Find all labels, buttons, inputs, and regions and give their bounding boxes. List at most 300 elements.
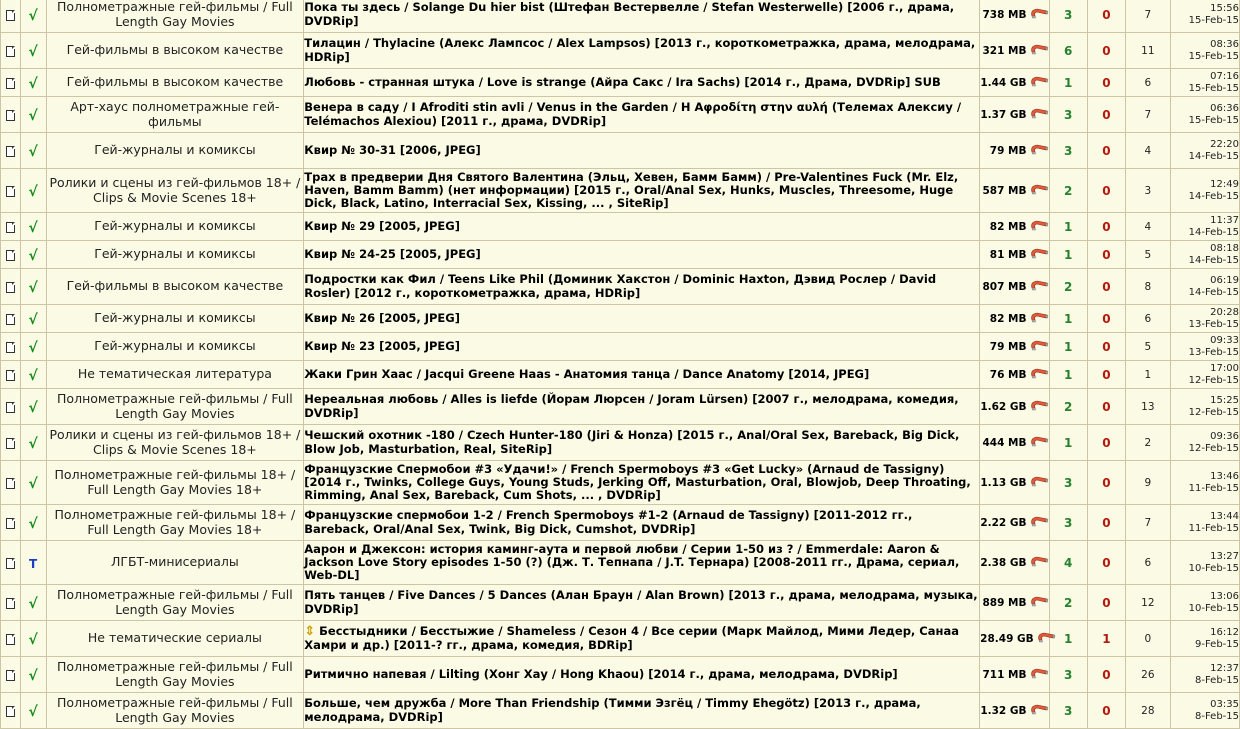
table-row	[1, 657, 1240, 693]
size-text: 76 MB	[989, 369, 1027, 381]
status-cell	[20, 657, 46, 693]
category-link[interactable]: Полнометражные гей-фильмы / Full Length Gay Movies	[46, 389, 304, 425]
leechers-count: 0	[1087, 305, 1125, 333]
leechers-count: 0	[1087, 541, 1125, 585]
category-link[interactable]: Гей-журналы и комиксы	[46, 133, 304, 169]
table-row	[1, 461, 1240, 505]
file-icon-cell	[1, 361, 21, 389]
file-icon-cell	[1, 269, 21, 305]
leechers-count: 0	[1087, 133, 1125, 169]
table-row	[1, 269, 1240, 305]
status-cell	[20, 425, 46, 461]
size-text: 587 MB	[982, 185, 1027, 197]
added-date: 13-Feb-15	[1188, 346, 1239, 358]
size-cell	[980, 461, 1049, 505]
magnet-icon[interactable]	[1029, 516, 1049, 527]
size-cell	[980, 505, 1049, 541]
added-date: 11-Feb-15	[1188, 482, 1239, 494]
topic-title-link[interactable]: Французские Спермобои #3 «Удачи!» / French Spermoboys #3 «Get Lucky» (Arnaud de Tassigny) [2014 г., Twinks, College Guys, Young Studs, Jerking Off, Masturbation, Oral, Blowjob, Deep Throating, Rimming, Anal Sex, Bareback, Cum Shots, ... , DVDRip]	[304, 461, 971, 503]
file-icon-cell	[1, 169, 21, 213]
category-link[interactable]: Не тематические сериалы	[46, 621, 304, 657]
topic-title-link[interactable]: Ритмично напевая / Lilting (Хонг Хау / Hong Khaou) [2014 г., драма, мелодрама, DVDRip]	[304, 666, 898, 681]
title-cell	[304, 585, 980, 621]
checkmark-icon: √	[28, 476, 38, 492]
size-text: 1.62 GB	[980, 401, 1027, 413]
category-link[interactable]: Гей-журналы и комиксы	[46, 241, 304, 269]
size-cell	[980, 693, 1049, 729]
added-time: 12:49	[1210, 178, 1239, 190]
added-time: 03:35	[1210, 698, 1239, 710]
added-time: 17:00	[1210, 362, 1239, 374]
table-row	[1, 213, 1240, 241]
leechers-count: 0	[1087, 333, 1125, 361]
downloads-count: 13	[1126, 389, 1171, 425]
file-icon-cell	[1, 241, 21, 269]
added-date: 13-Feb-15	[1188, 318, 1239, 330]
file-icon-cell	[1, 213, 21, 241]
magnet-icon[interactable]	[1029, 44, 1049, 55]
category-link[interactable]: Гей-журналы и комиксы	[46, 213, 304, 241]
checkmark-icon: √	[28, 668, 38, 684]
date-cell	[1170, 621, 1239, 657]
file-icon[interactable]	[6, 438, 15, 449]
status-cell	[20, 693, 46, 729]
title-cell	[304, 389, 980, 425]
size-cell	[980, 585, 1049, 621]
downloads-count: 2	[1126, 425, 1171, 461]
category-link[interactable]: Ролики и сцены из гей-фильмов 18+ / Clips & Movie Scenes 18+	[46, 425, 304, 461]
size-text: 889 MB	[982, 597, 1027, 609]
seeders-count: 4	[1049, 541, 1087, 585]
file-icon[interactable]	[6, 222, 15, 233]
file-icon[interactable]	[6, 186, 15, 197]
table-row	[1, 169, 1240, 213]
size-text: 711 MB	[982, 669, 1027, 681]
size-cell	[980, 69, 1049, 97]
file-icon-cell	[1, 425, 21, 461]
status-cell	[20, 133, 46, 169]
file-icon[interactable]	[6, 518, 15, 529]
title-cell	[304, 213, 980, 241]
added-date: 15-Feb-15	[1188, 50, 1239, 62]
category-link[interactable]: ЛГБТ-минисериалы	[46, 541, 304, 585]
file-icon[interactable]	[6, 314, 15, 325]
magnet-icon[interactable]	[1029, 8, 1049, 19]
added-date: 8-Feb-15	[1194, 710, 1239, 722]
topic-title-link[interactable]: Больше, чем дружба / More Than Friendship (Тимми Эзгёц / Timmy Ehegötz) [2013 г., драма, мелодрама, DVDRip]	[304, 696, 921, 724]
magnet-icon[interactable]	[1029, 668, 1049, 679]
table-row	[1, 333, 1240, 361]
file-icon-cell	[1, 461, 21, 505]
seeders-count: 1	[1049, 213, 1087, 241]
added-time: 13:27	[1210, 550, 1239, 562]
table-row	[1, 621, 1240, 657]
size-text: 1.13 GB	[980, 477, 1027, 489]
topic-title-link[interactable]: Трах в предверии Дня Святого Валентина (Эльц, Хевен, Бамм Бамм) / Pre-Valentines Fuck (Mr. Elz, Haven, Bamm Bamm) (нет информации) [2015 г., Oral/Anal Sex, Hunks, Muscles, Threesome, Huge Dick, Black, Latino, Interracial Sex, Kissing, ... , SiteRip]	[304, 169, 959, 211]
leechers-count: 1	[1087, 621, 1125, 657]
title-cell	[304, 333, 980, 361]
seeders-count: 2	[1049, 269, 1087, 305]
table-row	[1, 541, 1240, 585]
downloads-count: 0	[1126, 621, 1171, 657]
date-cell	[1170, 33, 1239, 69]
file-icon[interactable]	[6, 670, 15, 681]
title-cell	[304, 0, 980, 33]
added-date: 14-Feb-15	[1188, 254, 1239, 266]
size-cell	[980, 169, 1049, 213]
table-row	[1, 425, 1240, 461]
table-row	[1, 505, 1240, 541]
magnet-icon[interactable]	[1029, 556, 1049, 567]
leechers-count: 0	[1087, 97, 1125, 133]
topic-title-link[interactable]: Нереальная любовь / Alles is liefde (Йорам Люрсен / Joram Lürsen) [2007 г., мелодрама, комедия, DVDRip]	[304, 392, 959, 420]
leechers-count: 0	[1087, 361, 1125, 389]
downloads-count: 1	[1126, 361, 1171, 389]
magnet-icon[interactable]	[1029, 400, 1049, 411]
file-icon[interactable]	[6, 402, 15, 413]
seeders-count: 3	[1049, 0, 1087, 33]
leechers-count: 0	[1087, 461, 1125, 505]
added-date: 14-Feb-15	[1188, 286, 1239, 298]
downloads-count: 12	[1126, 585, 1171, 621]
topic-title-link[interactable]: Квир № 30-31 [2006, JPEG]	[304, 142, 481, 157]
added-time: 06:36	[1210, 102, 1239, 114]
added-time: 06:19	[1210, 274, 1239, 286]
table-row	[1, 305, 1240, 333]
date-cell	[1170, 169, 1239, 213]
file-icon-cell	[1, 69, 21, 97]
leechers-count: 0	[1087, 33, 1125, 69]
downloads-count: 26	[1126, 657, 1171, 693]
magnet-icon[interactable]	[1036, 632, 1056, 643]
checkmark-icon: √	[28, 400, 38, 416]
seeders-count: 2	[1049, 389, 1087, 425]
size-cell	[980, 425, 1049, 461]
title-cell	[304, 657, 980, 693]
seeders-count: 3	[1049, 693, 1087, 729]
table-row	[1, 97, 1240, 133]
leechers-count: 0	[1087, 693, 1125, 729]
seeders-count: 1	[1049, 333, 1087, 361]
leechers-count: 0	[1087, 241, 1125, 269]
date-cell	[1170, 0, 1239, 33]
magnet-icon[interactable]	[1029, 704, 1049, 715]
table-row	[1, 389, 1240, 425]
magnet-icon[interactable]	[1029, 76, 1049, 87]
downloads-count: 7	[1126, 97, 1171, 133]
added-date: 14-Feb-15	[1188, 226, 1239, 238]
added-date: 12-Feb-15	[1188, 406, 1239, 418]
size-text: 79 MB	[989, 341, 1027, 353]
magnet-icon[interactable]	[1029, 108, 1049, 119]
seeders-count: 1	[1049, 621, 1087, 657]
topic-title-link[interactable]: Бесстыдники / Бесстыжие / Shameless / Сезон 4 / Все серии (Марк Майлод, Мими Ледер, Санаа Хамри и др.) [2011-? гг., драма, комедия, BDRip]	[304, 624, 959, 652]
magnet-icon[interactable]	[1029, 184, 1049, 195]
downloads-count: 6	[1126, 69, 1171, 97]
added-date: 10-Feb-15	[1188, 602, 1239, 614]
size-cell	[980, 389, 1049, 425]
seeders-count: 6	[1049, 33, 1087, 69]
checkmark-icon: √	[28, 436, 38, 452]
size-cell	[980, 133, 1049, 169]
topic-title-link[interactable]: Жаки Грин Хаас / Jacqui Greene Haas - Анатомия танца / Dance Anatomy [2014, JPEG]	[304, 366, 870, 381]
size-text: 444 MB	[982, 437, 1027, 449]
size-cell	[980, 333, 1049, 361]
downloads-count: 7	[1126, 505, 1171, 541]
category-link[interactable]: Полнометражные гей-фильмы / Full Length Gay Movies	[46, 0, 304, 33]
status-cell	[20, 621, 46, 657]
checkmark-icon: √	[28, 516, 38, 532]
size-text: 2.38 GB	[980, 557, 1027, 569]
file-icon[interactable]	[6, 598, 15, 609]
file-icon[interactable]	[6, 146, 15, 157]
leechers-count: 0	[1087, 425, 1125, 461]
downloads-count: 8	[1126, 269, 1171, 305]
date-cell	[1170, 305, 1239, 333]
date-cell	[1170, 693, 1239, 729]
title-cell	[304, 361, 980, 389]
added-date: 12-Feb-15	[1188, 374, 1239, 386]
table-row	[1, 361, 1240, 389]
leechers-count: 0	[1087, 213, 1125, 241]
topic-title-link[interactable]: Чешский охотник -180 / Czech Hunter-180 (Jiri & Honza) [2015 г., Anal/Oral Sex, Bareback, Big Dick, Blow Job, Masturbation, Real, SiteRip]	[304, 428, 960, 456]
topic-title-link[interactable]: Квир № 29 [2005, JPEG]	[304, 218, 460, 233]
downloads-count: 6	[1126, 305, 1171, 333]
file-icon[interactable]	[6, 370, 15, 381]
status-cell	[20, 305, 46, 333]
status-cell	[20, 505, 46, 541]
size-cell	[980, 361, 1049, 389]
date-cell	[1170, 361, 1239, 389]
seeders-count: 3	[1049, 97, 1087, 133]
topic-title-link[interactable]: Квир № 24-25 [2005, JPEG]	[304, 246, 481, 261]
magnet-icon[interactable]	[1029, 476, 1049, 487]
added-date: 8-Feb-15	[1194, 674, 1239, 686]
checkmark-icon: √	[28, 596, 38, 612]
gold-icon: ⇕	[304, 624, 316, 640]
title-cell	[304, 505, 980, 541]
title-cell	[304, 269, 980, 305]
date-cell	[1170, 541, 1239, 585]
topic-title-link[interactable]: Любовь - странная штука / Love is strange (Айра Сакс / Ira Sachs) [2014 г., Драма, DVDRip] SUB	[304, 74, 941, 89]
leechers-count: 0	[1087, 0, 1125, 33]
status-cell	[20, 541, 46, 585]
magnet-icon[interactable]	[1029, 368, 1049, 379]
date-cell	[1170, 133, 1239, 169]
date-cell	[1170, 505, 1239, 541]
checkmark-icon: √	[28, 184, 38, 200]
checkmark-icon: √	[28, 280, 38, 296]
added-time: 13:06	[1210, 590, 1239, 602]
date-cell	[1170, 425, 1239, 461]
size-text: 1.44 GB	[980, 77, 1027, 89]
topic-title-link[interactable]: Тилацин / Thylacine (Алекс Лампсос / Alex Lampsos) [2013 г., короткометражка, драма, мелодрама, HDRip]	[304, 36, 976, 64]
category-link[interactable]: Гей-фильмы в высоком качестве	[46, 69, 304, 97]
size-cell	[980, 33, 1049, 69]
file-icon[interactable]	[6, 706, 15, 717]
leechers-count: 0	[1087, 657, 1125, 693]
title-cell	[304, 621, 980, 657]
title-cell	[304, 133, 980, 169]
added-time: 08:36	[1210, 38, 1239, 50]
size-cell	[980, 0, 1049, 33]
size-cell	[980, 213, 1049, 241]
title-cell	[304, 425, 980, 461]
file-icon[interactable]	[6, 110, 15, 121]
status-cell	[20, 389, 46, 425]
downloads-count: 28	[1126, 693, 1171, 729]
file-icon-cell	[1, 505, 21, 541]
file-icon[interactable]	[6, 10, 15, 21]
status-cell	[20, 361, 46, 389]
seeders-count: 1	[1049, 425, 1087, 461]
leechers-count: 0	[1087, 505, 1125, 541]
category-link[interactable]: Полнометражные гей-фильмы / Full Length Gay Movies	[46, 585, 304, 621]
file-icon[interactable]	[6, 78, 15, 89]
category-link[interactable]: Арт-хаус полнометражные гей-фильмы	[46, 97, 304, 133]
downloads-count: 11	[1126, 33, 1171, 69]
file-icon[interactable]	[6, 558, 15, 569]
added-date: 14-Feb-15	[1188, 150, 1239, 162]
size-cell	[980, 269, 1049, 305]
topic-title-link[interactable]: Подростки как Фил / Teens Like Phil (Доминик Хакстон / Dominic Haxton, Дэвид Рослер / David Rosler) [2012 г., короткометражка, драма, HDRip]	[304, 272, 937, 300]
seeders-count: 1	[1049, 361, 1087, 389]
magnet-icon[interactable]	[1029, 436, 1049, 447]
table-row	[1, 241, 1240, 269]
category-link[interactable]: Гей-журналы и комиксы	[46, 305, 304, 333]
status-cell	[20, 69, 46, 97]
title-cell	[304, 305, 980, 333]
topic-title-link[interactable]: Пять танцев / Five Dances / 5 Dances (Алан Браун / Alan Brown) [2013 г., драма, мелодрама, музыка, DVDRip]	[304, 588, 978, 616]
topic-title-link[interactable]: Венера в саду / I Afroditi stin avli / Venus in the Garden / Η Αφροδίτη στην αυλή (Телемах Алексиу / Telémachos Alexiou) [2011 г., драма, DVDRip]	[304, 100, 962, 128]
category-link[interactable]: Не тематическая литература	[46, 361, 304, 389]
magnet-icon[interactable]	[1029, 280, 1049, 291]
category-link[interactable]: Полнометражные гей-фильмы / Full Length Gay Movies	[46, 693, 304, 729]
category-link[interactable]: Полнометражные гей-фильмы 18+ / Full Length Gay Movies 18+	[46, 505, 304, 541]
magnet-icon[interactable]	[1029, 312, 1049, 323]
file-icon-cell	[1, 541, 21, 585]
size-text: 81 MB	[989, 249, 1027, 261]
table-row	[1, 69, 1240, 97]
checkmark-icon: √	[28, 340, 38, 356]
status-cell	[20, 461, 46, 505]
size-text: 28.49 GB	[980, 633, 1034, 645]
checkmark-icon: √	[28, 632, 38, 648]
status-cell	[20, 241, 46, 269]
category-link[interactable]: Полнометражные гей-фильмы 18+ / Full Length Gay Movies 18+	[46, 461, 304, 505]
downloads-count: 5	[1126, 333, 1171, 361]
status-t-icon: T	[29, 557, 38, 571]
checkmark-icon: √	[28, 76, 38, 92]
added-time: 22:20	[1210, 138, 1239, 150]
date-cell	[1170, 333, 1239, 361]
added-time: 09:36	[1210, 430, 1239, 442]
added-time: 12:37	[1210, 662, 1239, 674]
file-icon[interactable]	[6, 282, 15, 293]
checkmark-icon: √	[28, 704, 38, 720]
table-row	[1, 0, 1240, 33]
seeders-count: 1	[1049, 69, 1087, 97]
file-icon[interactable]	[6, 46, 15, 57]
checkmark-icon: √	[28, 8, 38, 24]
downloads-count: 9	[1126, 461, 1171, 505]
added-date: 11-Feb-15	[1188, 522, 1239, 534]
checkmark-icon: √	[28, 368, 38, 384]
category-link[interactable]: Гей-фильмы в высоком качестве	[46, 269, 304, 305]
size-text: 82 MB	[989, 221, 1027, 233]
file-icon-cell	[1, 693, 21, 729]
checkmark-icon: √	[28, 108, 38, 124]
magnet-icon[interactable]	[1029, 220, 1049, 231]
seeders-count: 2	[1049, 169, 1087, 213]
topic-title-link[interactable]: Французские спермобои 1-2 / French Spermoboys #1-2 (Arnaud de Tassigny) [2011-2012 гг., Bareback, Oral/Anal Sex, Twink, Big Dick, Cumshot, DVDRip]	[304, 508, 913, 536]
date-cell	[1170, 585, 1239, 621]
size-text: 321 MB	[982, 45, 1027, 57]
file-icon[interactable]	[6, 250, 15, 261]
seeders-count: 3	[1049, 133, 1087, 169]
status-cell	[20, 0, 46, 33]
added-time: 13:46	[1210, 470, 1239, 482]
leechers-count: 0	[1087, 269, 1125, 305]
seeders-count: 1	[1049, 241, 1087, 269]
seeders-count: 2	[1049, 585, 1087, 621]
added-date: 15-Feb-15	[1188, 114, 1239, 126]
table-row	[1, 33, 1240, 69]
leechers-count: 0	[1087, 169, 1125, 213]
category-link[interactable]: Ролики и сцены из гей-фильмов 18+ / Clips & Movie Scenes 18+	[46, 169, 304, 213]
downloads-count: 6	[1126, 541, 1171, 585]
table-row	[1, 693, 1240, 729]
topic-title-link[interactable]: Пока ты здесь / Solange Du hier bist (Штефан Вестервелле / Stefan Westerwelle) [2006 г., драма, DVDRip]	[304, 0, 955, 28]
category-link[interactable]: Гей-фильмы в высоком качестве	[46, 33, 304, 69]
file-icon[interactable]	[6, 478, 15, 489]
downloads-count: 4	[1126, 133, 1171, 169]
file-icon-cell	[1, 621, 21, 657]
topic-title-link[interactable]: Квир № 23 [2005, JPEG]	[304, 338, 460, 353]
file-icon[interactable]	[6, 342, 15, 353]
file-icon[interactable]	[6, 634, 15, 645]
title-cell	[304, 461, 980, 505]
date-cell	[1170, 241, 1239, 269]
file-icon-cell	[1, 657, 21, 693]
topic-title-link[interactable]: Аарон и Джексон: история каминг-аута и первой любви / Серии 1-50 из ? / Emmerdale: Aaron & Jackson Love Story episodes 1-50 (?) (Дж. Т. Тепнапа / J.T. Тернара) [2008-2011 гг., Драма, сериал, Web-DL]	[304, 541, 960, 583]
checkmark-icon: √	[28, 44, 38, 60]
table-row	[1, 585, 1240, 621]
added-date: 15-Feb-15	[1188, 82, 1239, 94]
category-link[interactable]: Полнометражные гей-фильмы / Full Length Gay Movies	[46, 657, 304, 693]
added-time: 20:28	[1210, 306, 1239, 318]
added-time: 11:37	[1210, 214, 1239, 226]
title-cell	[304, 169, 980, 213]
magnet-icon[interactable]	[1029, 340, 1049, 351]
title-cell	[304, 97, 980, 133]
checkmark-icon: √	[28, 144, 38, 160]
magnet-icon[interactable]	[1029, 596, 1049, 607]
category-link[interactable]: Гей-журналы и комиксы	[46, 333, 304, 361]
file-icon-cell	[1, 33, 21, 69]
seeders-count: 3	[1049, 657, 1087, 693]
status-cell	[20, 333, 46, 361]
magnet-icon[interactable]	[1029, 248, 1049, 259]
size-text: 1.32 GB	[980, 705, 1027, 717]
topic-title-link[interactable]: Квир № 26 [2005, JPEG]	[304, 310, 460, 325]
size-text: 79 MB	[989, 145, 1027, 157]
size-cell	[980, 241, 1049, 269]
leechers-count: 0	[1087, 69, 1125, 97]
magnet-icon[interactable]	[1029, 144, 1049, 155]
title-cell	[304, 693, 980, 729]
added-date: 10-Feb-15	[1188, 562, 1239, 574]
